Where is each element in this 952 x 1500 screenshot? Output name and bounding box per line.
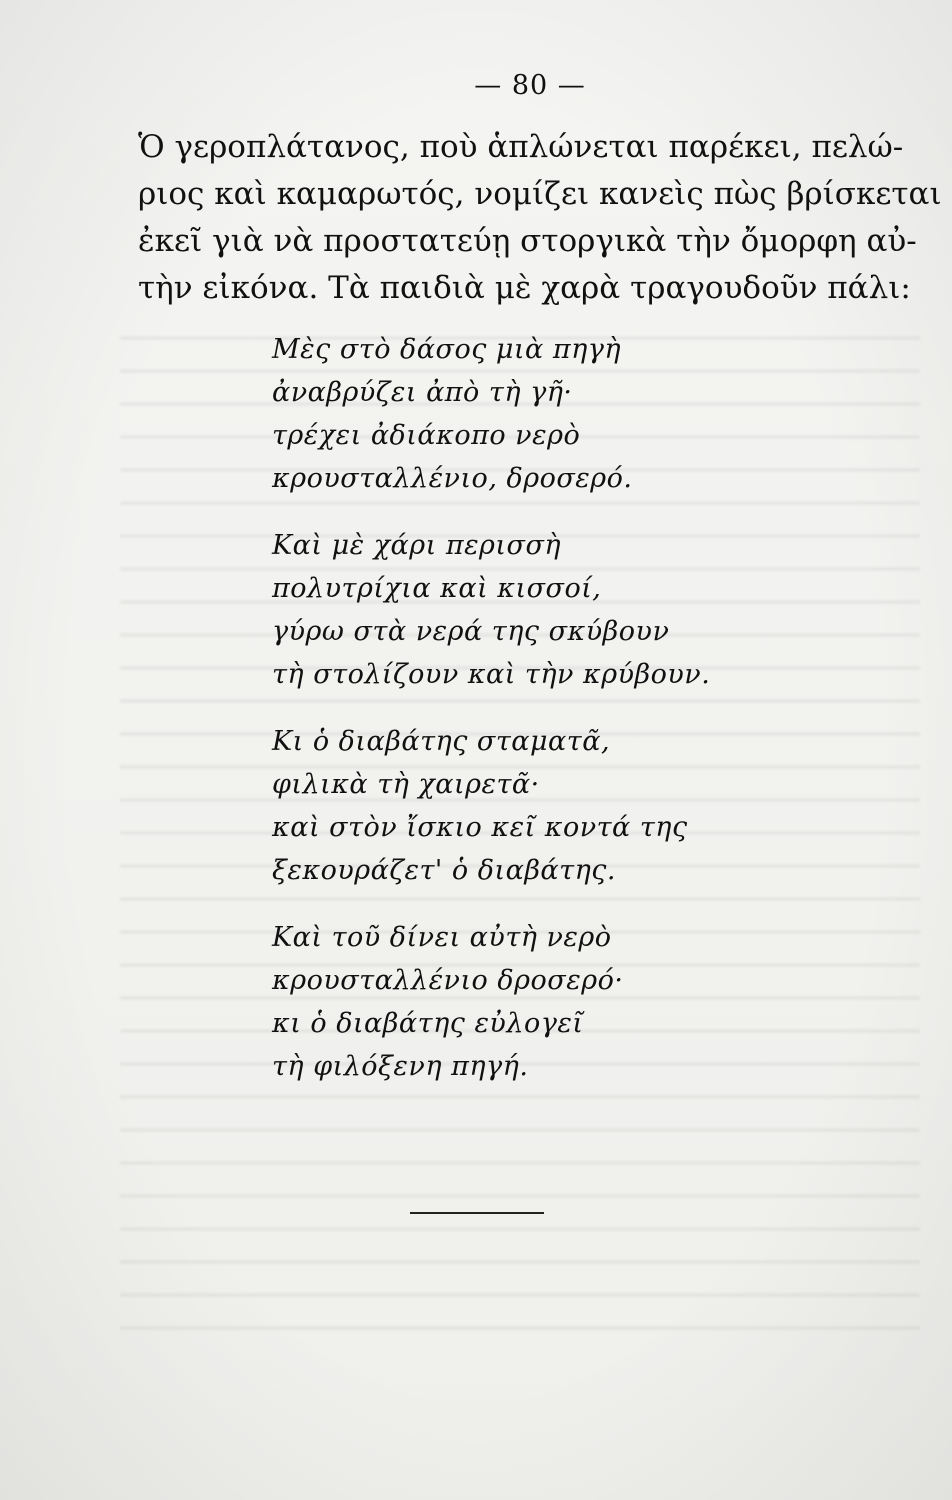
poem-verse: Μὲς στὸ δάσος μιὰ πηγὴ [272,334,622,365]
prose-line: τὴν εἰκόνα. Τὰ παιδιὰ μὲ χαρὰ τραγουδοῦν πάλι: [138,270,911,306]
poem-verse: καὶ στὸν ἴσκιο κεῖ κοντά της [272,812,688,843]
prose-line: ἐκεῖ γιὰ νὰ προστατεύῃ στοργικὰ τὴν ὄμορφη αὐ- [138,223,917,259]
page-number: — 80 — [474,70,586,101]
poem-verse: γύρω στὰ νερά της σκύβουν [272,616,670,647]
prose-paragraph [138,124,942,312]
poem-verse: Κι ὁ διαβάτης σταματᾶ, [272,726,611,757]
poem-stanza [272,720,710,892]
section-divider-rule [410,1212,544,1214]
prose-line: Ὁ γεροπλάτανος, ποὺ ἁπλώνεται παρέκει, πελώ- [138,129,904,165]
poem-verse: πολυτρίχια καὶ κισσοί, [272,573,602,604]
poem-verse: ξεκουράζετ' ὁ διαβάτης. [272,855,616,886]
poem-verse: φιλικὰ τὴ χαιρετᾶ· [272,769,540,800]
poem [272,328,710,1112]
poem-verse: κρουσταλλένιο, δροσερό. [272,463,633,494]
poem-stanza [272,328,710,500]
poem-verse: τρέχει ἀδιάκοπο νερὸ [272,420,581,451]
poem-stanza [272,916,710,1088]
poem-stanza [272,524,710,696]
poem-verse: κρουσταλλένιο δροσερό· [272,965,624,996]
poem-verse: ἀναβρύζει ἀπὸ τὴ γῆ· [272,377,573,408]
poem-verse: Καὶ τοῦ δίνει αὐτὴ νερὸ [272,922,612,953]
poem-verse: Καὶ μὲ χάρι περισσὴ [272,530,562,561]
poem-verse: κι ὁ διαβάτης εὐλογεῖ [272,1008,584,1039]
poem-verse: τὴ στολίζουν καὶ τὴν κρύβουν. [272,659,711,690]
poem-verse: τὴ φιλόξενη πηγή. [272,1051,529,1082]
prose-line: ριος καὶ καμαρωτός, νομίζει κανεὶς πὼς βρίσκεται [138,176,942,212]
